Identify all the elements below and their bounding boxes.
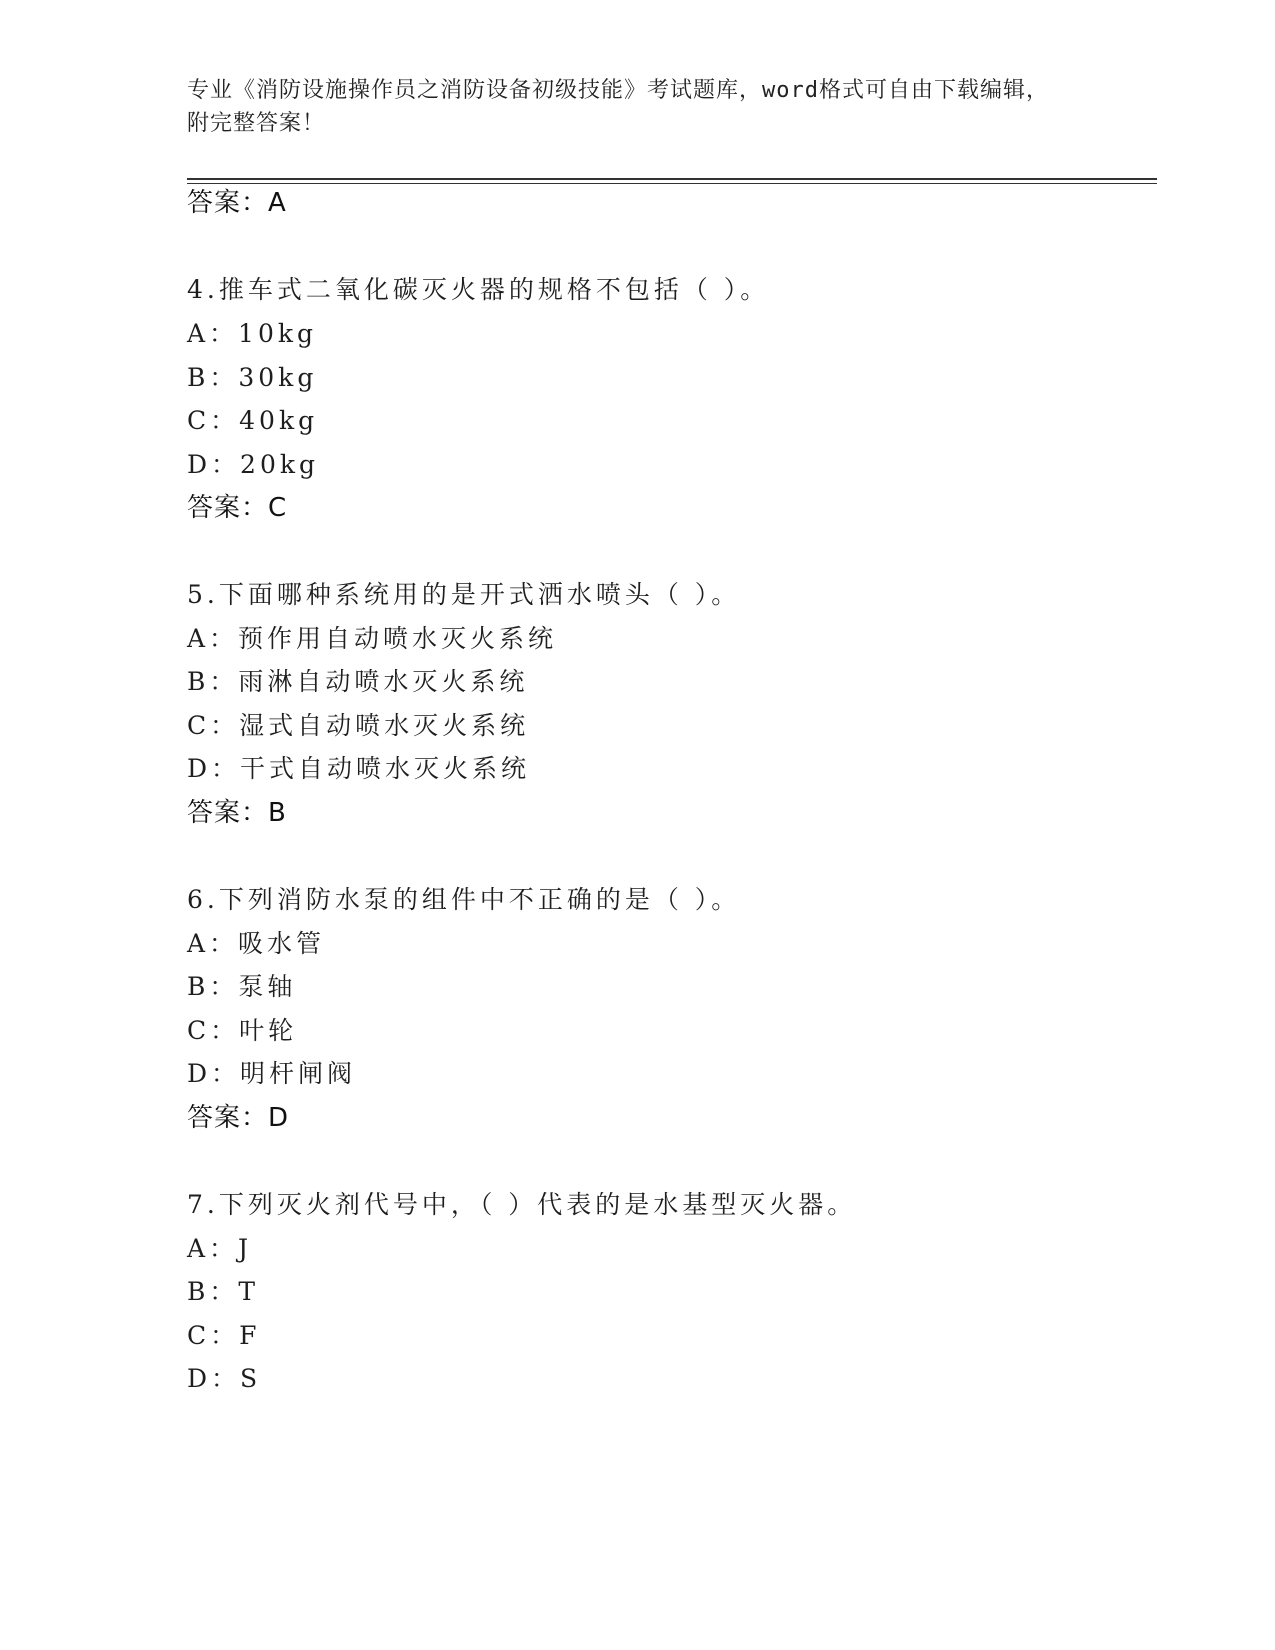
question-option: D：20kg bbox=[187, 450, 320, 479]
question-option: C：叶轮 bbox=[187, 1016, 298, 1045]
answer-line: 答案：A bbox=[187, 188, 287, 218]
question-option: A：吸水管 bbox=[187, 929, 326, 958]
question-option: D：明杆闸阀 bbox=[187, 1059, 357, 1088]
question-stem: 4.推车式二氧化碳灭火器的规格不包括（ ）。 bbox=[187, 275, 770, 304]
question-stem: 6.下列消防水泵的组件中不正确的是（ ）。 bbox=[187, 885, 741, 914]
question-option: A：预作用自动喷水灭火系统 bbox=[187, 624, 558, 653]
question-option: B：T bbox=[187, 1277, 260, 1306]
question-option: C：40kg bbox=[187, 406, 319, 435]
question-stem: 5.下面哪种系统用的是开式洒水喷头（ ）。 bbox=[187, 580, 741, 609]
answer-line: 答案：D bbox=[187, 1103, 290, 1133]
question-option: D：干式自动喷水灭火系统 bbox=[187, 754, 531, 783]
header-divider bbox=[187, 178, 1157, 180]
question-option: B：30kg bbox=[187, 363, 318, 392]
question-option: A：10kg bbox=[187, 319, 318, 348]
answer-line: 答案：C bbox=[187, 493, 288, 523]
question-option: C：湿式自动喷水灭火系统 bbox=[187, 711, 530, 740]
question-stem: 7.下列灭火剂代号中，（ ）代表的是水基型灭火器。 bbox=[187, 1190, 857, 1219]
question-option: A：J bbox=[187, 1234, 253, 1263]
question-option: B：雨淋自动喷水灭火系统 bbox=[187, 667, 529, 696]
header-divider-thin bbox=[187, 183, 1157, 184]
question-option: C：F bbox=[187, 1321, 261, 1350]
document-header: 专业《消防设施操作员之消防设备初级技能》考试题库，word格式可自由下载编辑，附完整答案！ bbox=[187, 78, 1049, 136]
question-option: D：S bbox=[187, 1364, 262, 1393]
answer-line: 答案：B bbox=[187, 798, 287, 828]
question-option: B：泵轴 bbox=[187, 972, 297, 1001]
document-page bbox=[187, 0, 1157, 1650]
